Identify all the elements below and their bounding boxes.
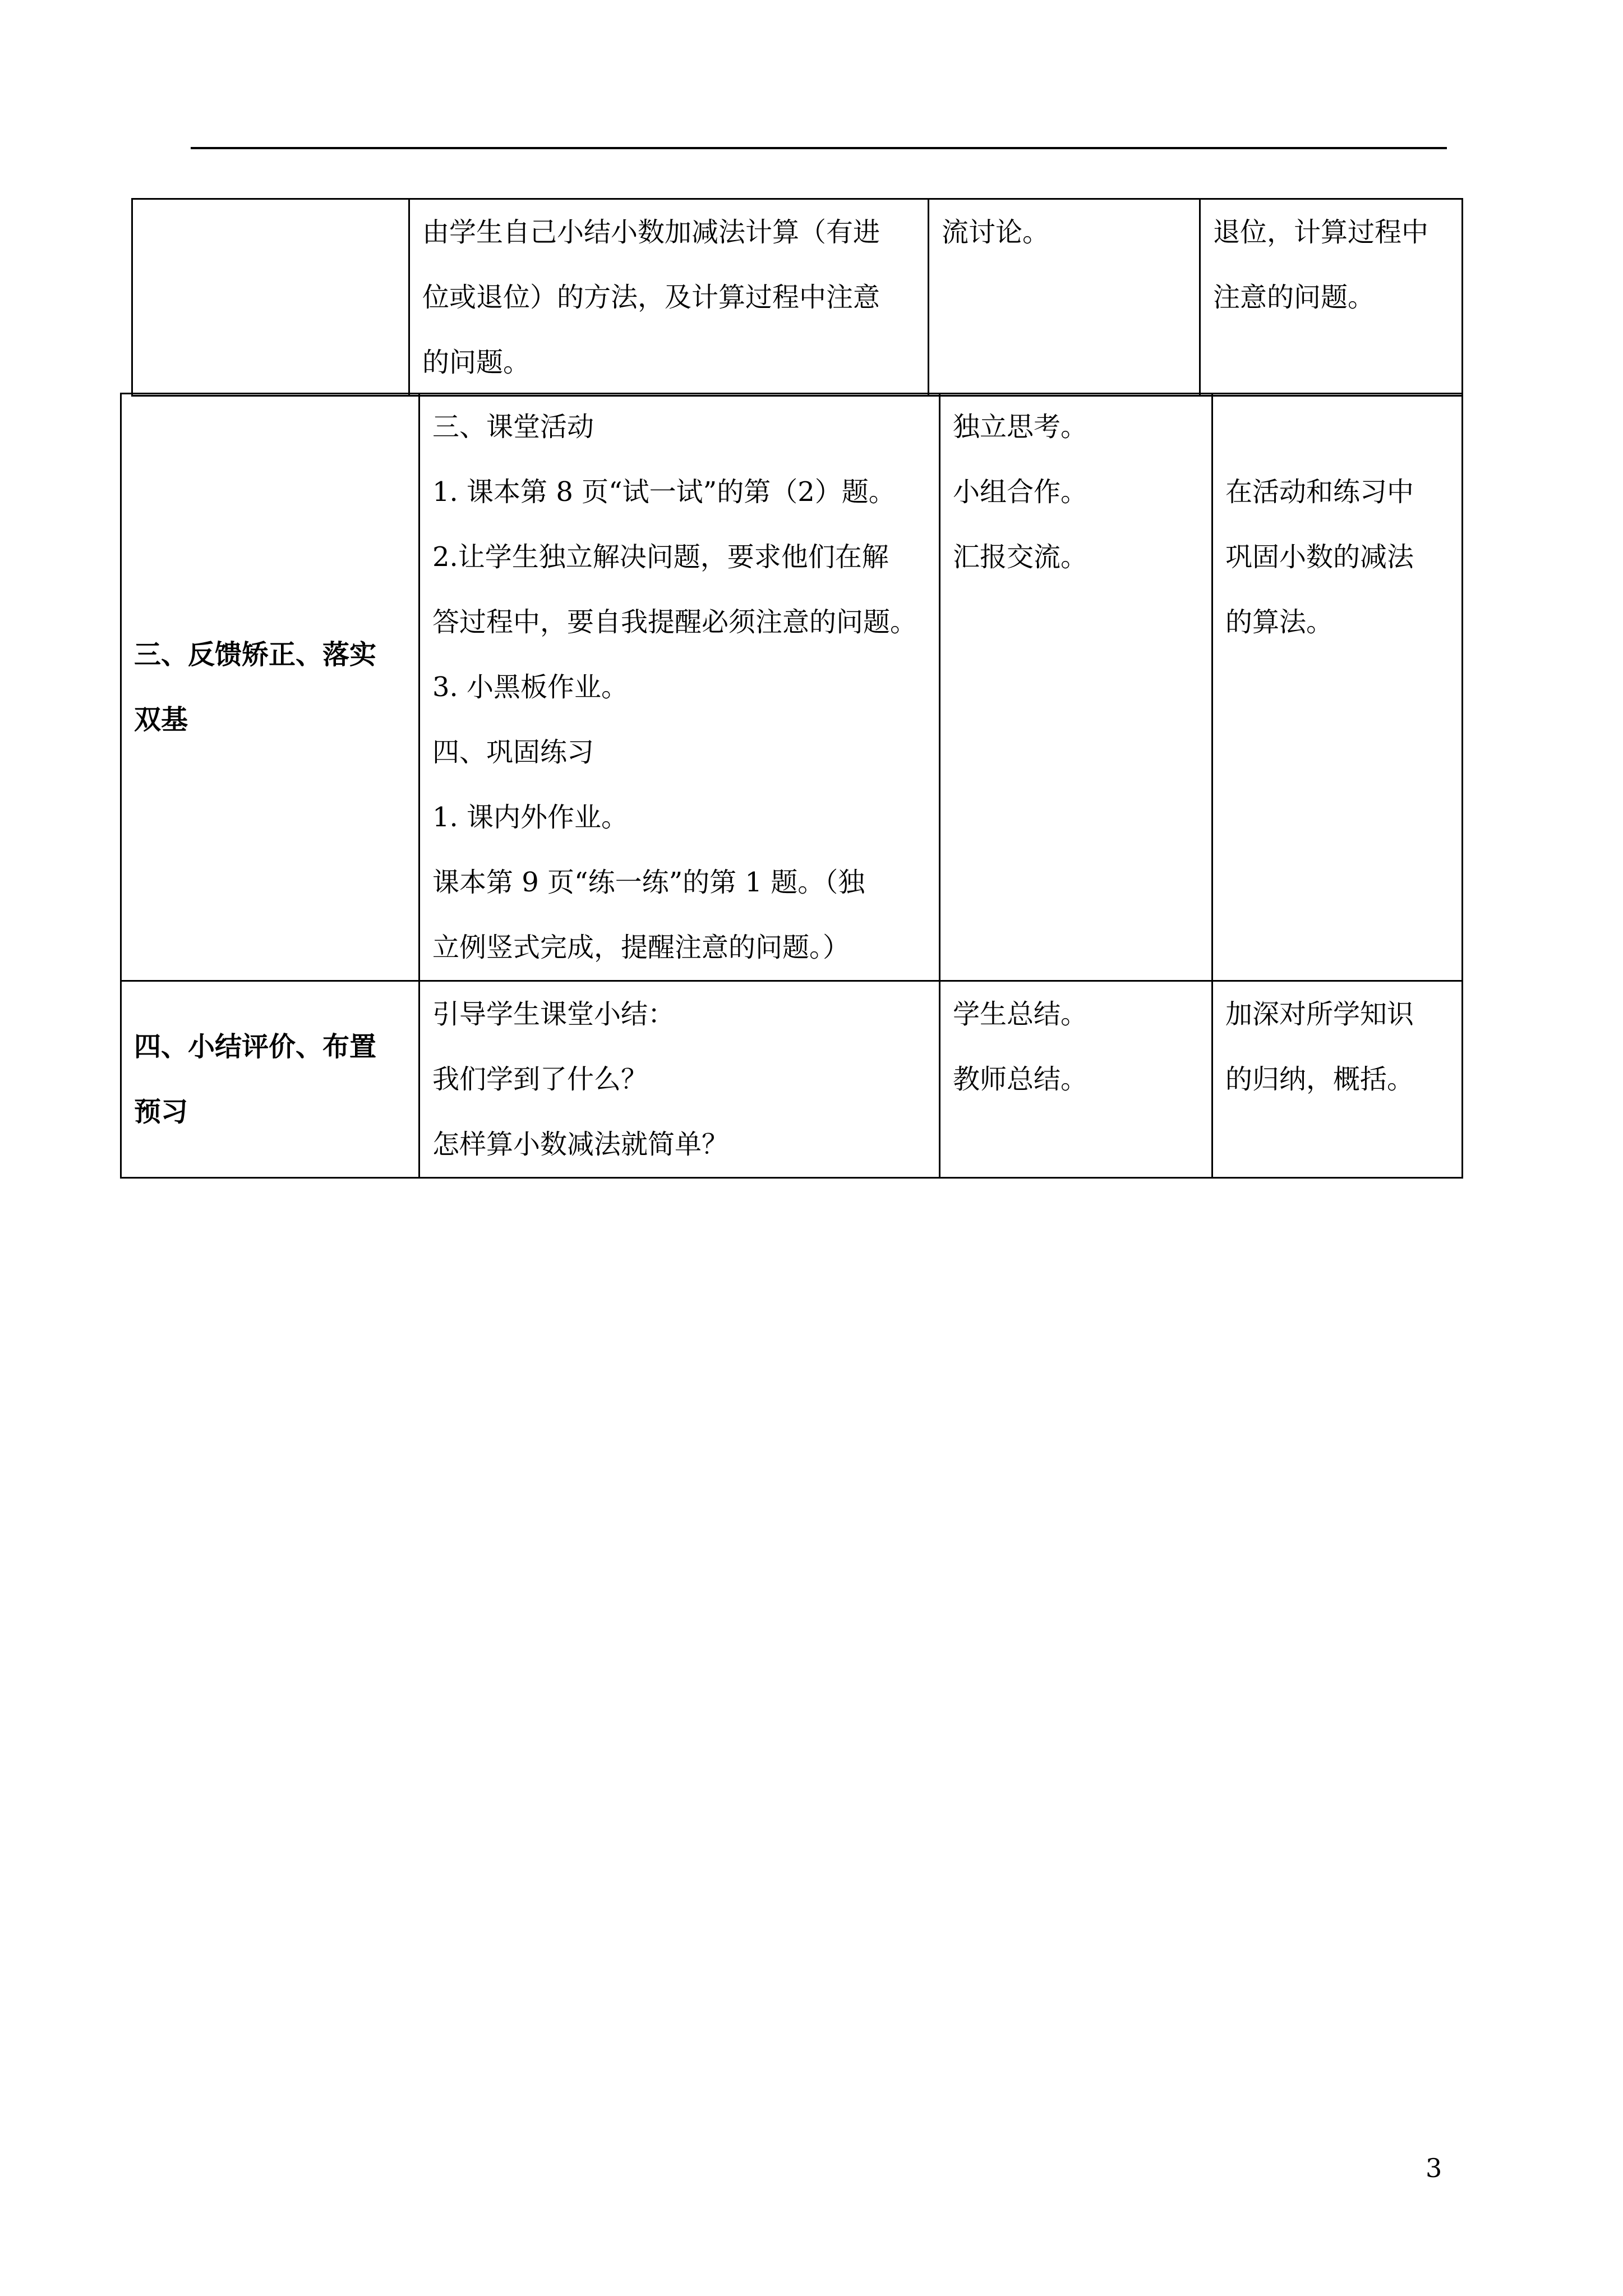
content-cell bbox=[419, 981, 940, 1178]
student-line: 学生总结。 bbox=[953, 999, 1088, 1030]
content-cell bbox=[419, 394, 940, 981]
student-line: 教师总结。 bbox=[953, 1064, 1088, 1095]
stage-label: 双基 bbox=[134, 704, 188, 735]
purpose-cell bbox=[1200, 199, 1463, 396]
lesson-table-continued bbox=[131, 198, 1463, 397]
purpose-line: 注意的问题。 bbox=[1213, 282, 1375, 313]
stage-label: 三、反馈矫正、落实 bbox=[134, 639, 377, 670]
stage-label: 四、小结评价、布置 bbox=[134, 1031, 377, 1062]
student-activity-cell bbox=[940, 981, 1212, 1178]
content-line: 由学生自己小结小数加减法计算（有进 bbox=[422, 217, 880, 248]
stage-cell bbox=[121, 981, 419, 1178]
header-rule bbox=[191, 147, 1447, 149]
page-number: 3 bbox=[1426, 2153, 1442, 2183]
content-line: 课本第 9 页“练一练”的第 1 题。（独 bbox=[432, 867, 865, 898]
stage-cell bbox=[121, 394, 419, 981]
content-line: 引导学生课堂小结： bbox=[432, 999, 675, 1030]
content-line: 怎样算小数减法就简单？ bbox=[432, 1129, 729, 1160]
purpose-line: 退位，计算过程中 bbox=[1213, 217, 1429, 248]
student-line: 独立思考。 bbox=[953, 411, 1088, 443]
purpose-line: 在活动和练习中 bbox=[1225, 476, 1414, 508]
purpose-line: 的算法。 bbox=[1225, 606, 1334, 638]
purpose-line: 的归纳，概括。 bbox=[1225, 1064, 1414, 1095]
content-line: 立例竖式完成，提醒注意的问题。） bbox=[432, 932, 850, 963]
table-row bbox=[121, 394, 1463, 981]
purpose-line: 加深对所学知识 bbox=[1225, 999, 1414, 1030]
content-line: 四、巩固练习 bbox=[432, 737, 594, 768]
content-line: 2.让学生独立解决问题，要求他们在解 bbox=[432, 541, 889, 573]
student-line: 汇报交流。 bbox=[953, 541, 1088, 573]
table-row bbox=[132, 199, 1463, 396]
table-row bbox=[121, 981, 1463, 1178]
student-line: 小组合作。 bbox=[953, 476, 1088, 508]
student-activity-cell bbox=[929, 199, 1200, 396]
purpose-cell bbox=[1212, 394, 1463, 981]
content-cell bbox=[409, 199, 929, 396]
content-line: 1. 课内外作业。 bbox=[432, 802, 629, 833]
stage-label: 预习 bbox=[134, 1096, 188, 1128]
purpose-line bbox=[1225, 394, 1450, 459]
lesson-table bbox=[120, 393, 1463, 1179]
stage-cell bbox=[132, 199, 409, 396]
content-line: 答过程中，要自我提醒必须注意的问题。 bbox=[432, 606, 917, 638]
content-line: 3. 小黑板作业。 bbox=[432, 671, 629, 703]
content-line: 的问题。 bbox=[422, 347, 531, 378]
content-line: 我们学到了什么？ bbox=[432, 1064, 648, 1095]
purpose-line: 巩固小数的减法 bbox=[1225, 541, 1414, 573]
content-line: 三、课堂活动 bbox=[432, 411, 594, 443]
student-activity-cell bbox=[940, 394, 1212, 981]
student-line: 流讨论。 bbox=[942, 217, 1050, 248]
content-line: 1. 课本第 8 页“试一试”的第（2）题。 bbox=[432, 476, 896, 508]
purpose-cell bbox=[1212, 981, 1463, 1178]
content-line: 位或退位）的方法，及计算过程中注意 bbox=[422, 282, 880, 313]
